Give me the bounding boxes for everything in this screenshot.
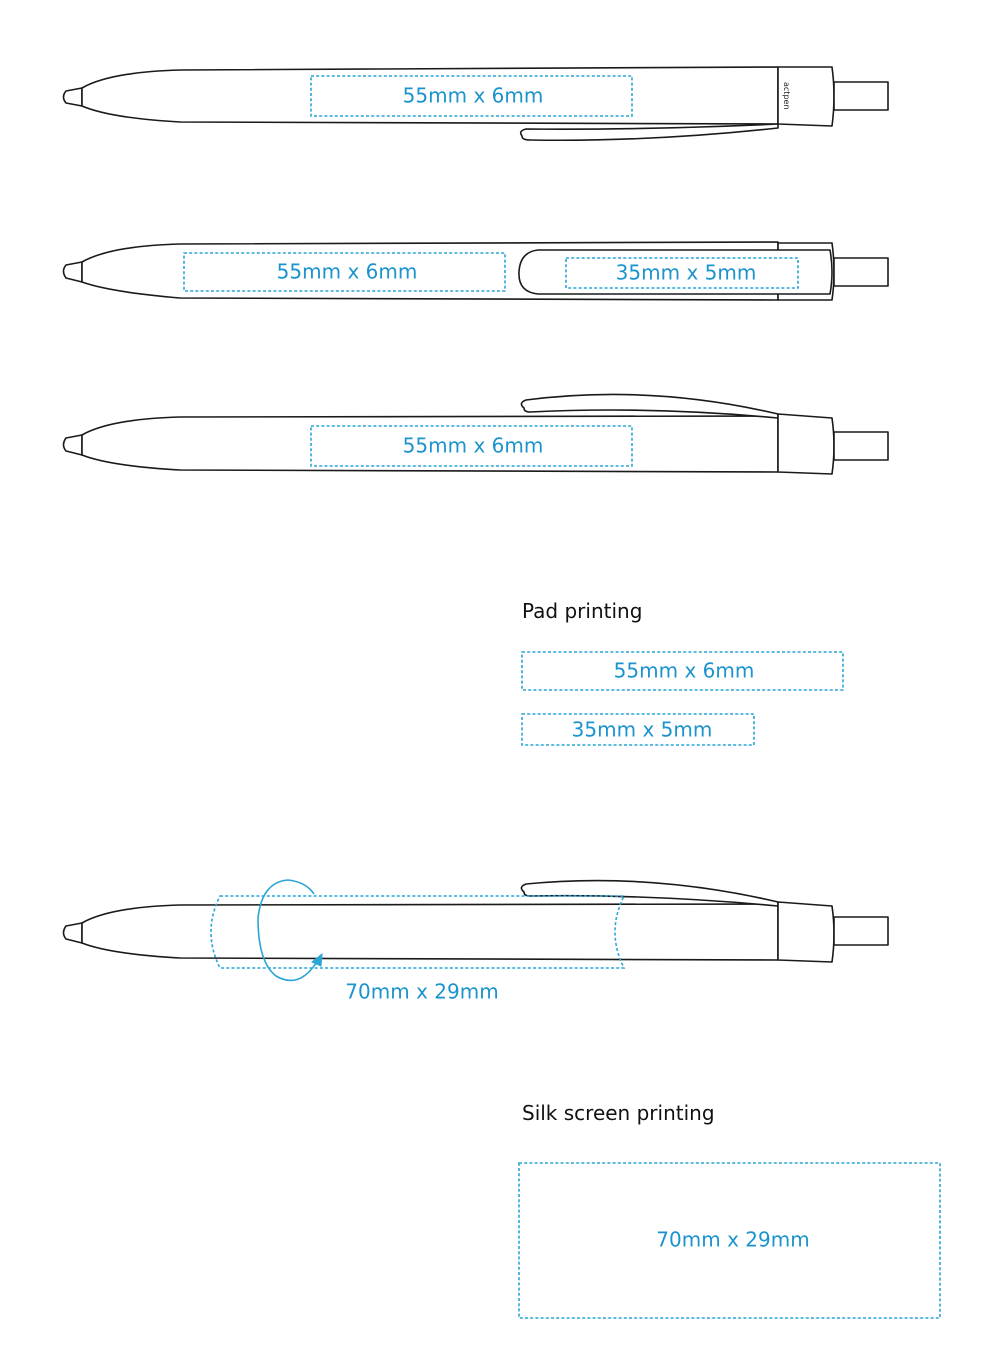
pen-clip-side-plunger bbox=[834, 258, 888, 286]
silk-screen-area-label: 70mm x 29mm bbox=[656, 1227, 810, 1252]
pen-clip-side-view bbox=[64, 242, 889, 300]
pen-back-tip bbox=[64, 435, 83, 455]
silk-screen-section bbox=[519, 1101, 940, 1318]
pen-back-cap bbox=[778, 414, 834, 474]
pen-front-plunger bbox=[834, 82, 888, 110]
pen-front-print-area-label: 55mm x 6mm bbox=[402, 83, 544, 108]
pad-printing-area-1-label: 55mm x 6mm bbox=[613, 658, 755, 683]
pen-wrap-barrel bbox=[82, 904, 778, 960]
pen-back-view bbox=[64, 394, 889, 474]
pen-wrap-clip bbox=[521, 881, 778, 906]
pad-printing-heading: Pad printing bbox=[522, 599, 643, 623]
pen-clip-side-barrel-label: 55mm x 6mm bbox=[276, 259, 418, 284]
pad-printing-area-2-label: 35mm x 5mm bbox=[571, 717, 713, 742]
pad-printing-section bbox=[522, 599, 843, 745]
pen-wrap-tip bbox=[64, 923, 83, 943]
pen-wrap-print-area-label: 70mm x 29mm bbox=[345, 979, 499, 1004]
pen-back-print-area-label: 55mm x 6mm bbox=[402, 433, 544, 458]
pen-clip-side-tip bbox=[64, 262, 83, 282]
pen-front-view bbox=[64, 67, 889, 140]
pen-wrap-cap bbox=[778, 902, 834, 962]
pen-front-clip bbox=[521, 124, 778, 140]
silk-screen-heading: Silk screen printing bbox=[522, 1101, 715, 1125]
pen-back-plunger bbox=[834, 432, 888, 460]
pen-wrap-plunger bbox=[834, 917, 888, 945]
pen-wrap-view bbox=[64, 880, 889, 1004]
pen-clip-side-clip-label: 35mm x 5mm bbox=[615, 260, 757, 285]
pen-back-clip bbox=[521, 394, 778, 418]
pen-front-brand-logo: actpen bbox=[782, 82, 791, 110]
pen-front-tip bbox=[64, 88, 83, 106]
